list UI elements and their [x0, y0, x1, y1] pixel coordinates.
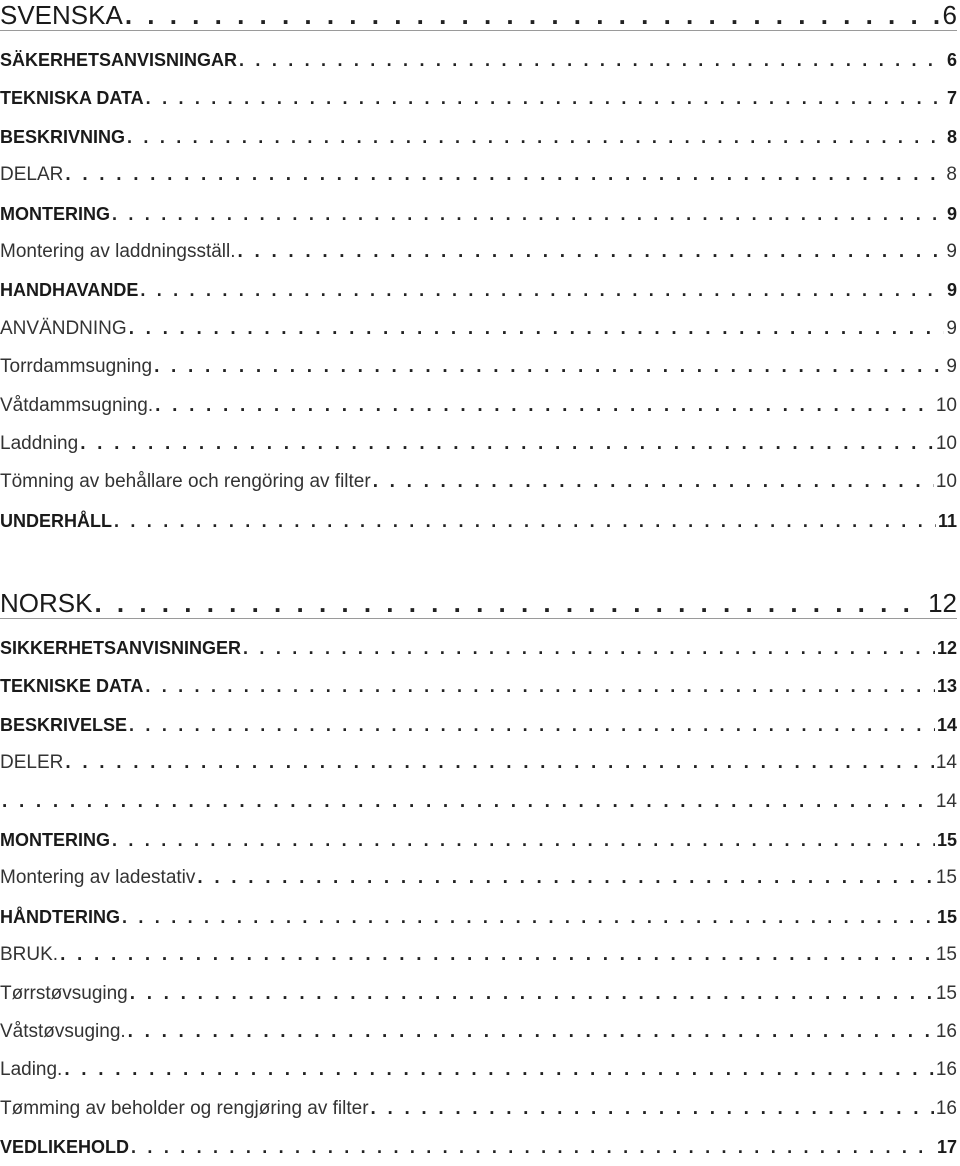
- toc-entry[interactable]: [0, 79, 957, 117]
- toc-entry[interactable]: [0, 348, 957, 386]
- entry-label: Lading.: [0, 1059, 63, 1081]
- entry-page-number: 7: [946, 88, 957, 109]
- entry-page-number: 9: [946, 280, 957, 301]
- entry-page-number: 13: [936, 676, 957, 697]
- toc-entry[interactable]: [0, 41, 957, 79]
- toc-entry[interactable]: [0, 1128, 957, 1166]
- dot-leader: [243, 629, 935, 667]
- toc-entry[interactable]: [0, 1051, 957, 1089]
- entry-label: Laddning: [0, 432, 79, 454]
- entry-page-number: 16: [935, 1097, 957, 1119]
- entry-page-number: 14: [935, 790, 957, 812]
- entry-page-number: 14: [936, 714, 957, 735]
- toc-entry[interactable]: [0, 975, 957, 1013]
- entry-label: Våtstøvsuging.: [0, 1020, 126, 1042]
- entry-label: Tömning av behållare och rengöring av filter: [0, 471, 371, 493]
- toc-entry[interactable]: [0, 821, 957, 859]
- toc-entry[interactable]: [0, 629, 957, 667]
- dot-leader: [130, 975, 934, 1013]
- entry-label: Montering av laddningsställ.: [0, 240, 236, 262]
- entry-page-number: 15: [935, 867, 957, 889]
- toc-entry[interactable]: [0, 233, 957, 271]
- heading-page-number: 6: [942, 0, 957, 30]
- toc-entry[interactable]: [0, 1090, 957, 1128]
- dot-leader: [129, 310, 945, 348]
- entry-page-number: 15: [935, 982, 957, 1004]
- dot-leader: [65, 744, 934, 782]
- entry-page-number: 10: [935, 471, 957, 493]
- entry-page-number: 6: [946, 50, 957, 70]
- entry-page-number: 15: [935, 944, 957, 966]
- dot-leader: [140, 271, 945, 309]
- toc-section-norsk: [0, 588, 957, 1166]
- toc-entry[interactable]: [0, 502, 957, 540]
- toc-entry[interactable]: [0, 463, 957, 501]
- dot-leader: [238, 233, 945, 271]
- dot-leader: [155, 387, 934, 425]
- dot-leader: [94, 588, 926, 618]
- dot-leader: [114, 502, 936, 540]
- dot-leader: [60, 936, 934, 974]
- entry-label: Montering av ladestativ: [0, 867, 196, 889]
- dot-leader: [146, 79, 945, 117]
- entry-page-number: 14: [935, 752, 957, 774]
- section-heading[interactable]: [0, 588, 957, 619]
- dot-leader: [112, 821, 935, 859]
- entry-label: Våtdammsugning.: [0, 394, 154, 416]
- toc-entry[interactable]: [0, 744, 957, 782]
- toc-section-svenska: [0, 0, 957, 540]
- heading-page-number: 12: [928, 588, 957, 618]
- toc-entry[interactable]: [0, 936, 957, 974]
- toc-entry[interactable]: [0, 387, 957, 425]
- entry-label: Torrdammsugning: [0, 356, 153, 378]
- dot-leader: [125, 0, 941, 30]
- entry-label: MONTERING: [0, 829, 110, 850]
- entry-page-number: 10: [935, 394, 957, 416]
- entry-label: DELER: [0, 752, 64, 774]
- entry-label: DELAR: [0, 164, 64, 186]
- entry-label: Tørrstøvsuging: [0, 982, 128, 1004]
- entry-page-number: 15: [936, 906, 957, 927]
- entry-page-number: 16: [935, 1059, 957, 1081]
- entry-page-number: 8: [946, 126, 957, 147]
- dot-leader: [112, 195, 945, 233]
- heading-label: SVENSKA: [0, 0, 123, 30]
- dot-leader: [2, 783, 934, 821]
- toc-entry[interactable]: [0, 118, 957, 156]
- dot-leader: [154, 348, 944, 386]
- entry-label: UNDERHÅLL: [0, 510, 112, 531]
- entry-page-number: 16: [935, 1020, 957, 1042]
- entry-label: TEKNISKE DATA: [0, 676, 144, 697]
- entry-label: TEKNISKA DATA: [0, 88, 144, 109]
- dot-leader: [128, 1013, 934, 1051]
- dot-leader: [64, 1051, 934, 1089]
- dot-leader: [371, 1090, 934, 1128]
- toc-entry[interactable]: [0, 859, 957, 897]
- dot-leader: [131, 1128, 935, 1166]
- toc-entry[interactable]: [0, 425, 957, 463]
- dot-leader: [122, 898, 935, 936]
- entry-label: BRUK.: [0, 944, 59, 966]
- entry-page-number: 12: [936, 638, 957, 658]
- toc-entry[interactable]: [0, 156, 957, 194]
- dot-leader: [80, 425, 934, 463]
- dot-leader: [197, 859, 933, 897]
- entry-label: ANVÄNDNING: [0, 317, 127, 339]
- entry-label: BESKRIVNING: [0, 126, 126, 147]
- toc-entry[interactable]: [0, 271, 957, 309]
- entry-page-number: 10: [935, 432, 957, 454]
- entry-label: MONTERING: [0, 203, 110, 224]
- entry-page-number: 9: [946, 240, 957, 262]
- toc-entry[interactable]: [0, 898, 957, 936]
- entry-page-number: 9: [946, 356, 957, 378]
- dot-leader: [145, 667, 935, 705]
- toc-entry[interactable]: [0, 667, 957, 705]
- dot-leader: [239, 41, 945, 79]
- entry-label: SÄKERHETSANVISNINGAR: [0, 50, 238, 70]
- entry-label: Tømming av beholder og rengjøring av filter: [0, 1097, 369, 1119]
- dot-leader: [127, 118, 945, 156]
- dot-leader: [373, 463, 934, 501]
- entry-label: HANDHAVANDE: [0, 280, 139, 301]
- entry-page-number: 11: [937, 510, 957, 531]
- entry-label: HÅNDTERING: [0, 906, 120, 927]
- entry-page-number: 15: [936, 829, 957, 850]
- toc-entry[interactable]: [0, 310, 957, 348]
- heading-label: NORSK: [0, 588, 93, 618]
- toc-entry[interactable]: [0, 195, 957, 233]
- entry-page-number: 9: [946, 317, 957, 339]
- entry-label: BESKRIVELSE: [0, 714, 128, 735]
- dot-leader: [129, 706, 935, 744]
- dot-leader: [65, 156, 944, 194]
- section-heading[interactable]: [0, 0, 957, 31]
- toc-entry[interactable]: [0, 706, 957, 744]
- entry-page-number: 17: [936, 1137, 957, 1158]
- toc-entry[interactable]: [0, 783, 957, 821]
- entry-label: SIKKERHETSANVISNINGER: [0, 638, 242, 658]
- entry-page-number: 9: [946, 203, 957, 224]
- toc-entry[interactable]: [0, 1013, 957, 1051]
- entry-page-number: 8: [946, 164, 957, 186]
- entry-label: VEDLIKEHOLD: [0, 1137, 130, 1158]
